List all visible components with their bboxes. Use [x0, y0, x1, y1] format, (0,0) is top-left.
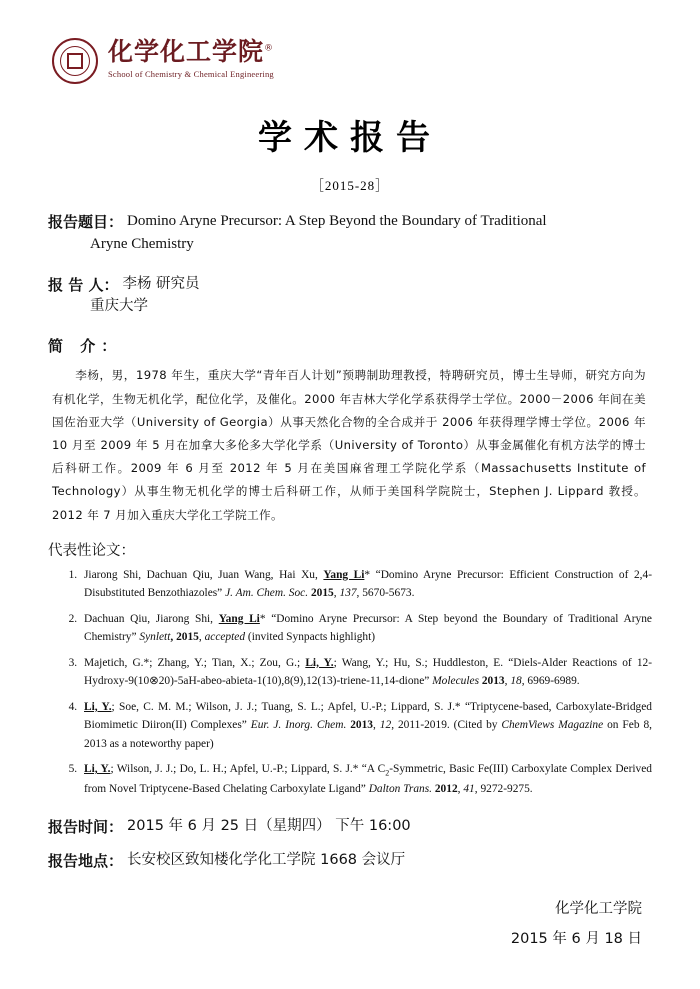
- university-seal-icon: [52, 38, 98, 84]
- topic-value-line2: Aryne Chemistry: [90, 236, 194, 253]
- speaker-affiliation: 重庆大学: [90, 297, 148, 314]
- school-logo: [52, 38, 652, 84]
- publication-item: 4. Li, Y.; Soe, C. M. M.; Wilson, J. J.; Tuang, S. L.; Apfel, U.-P.; Lippard, S. J.* “Triptycene-based, Carboxylate-Bridged Biomimetic Diiron(II) Complexes” Eur. J. Inorg. Chem. 2013, 12, 2011-2019. (Cited by ChemViews Magazine on Feb 8, 2013 as a noteworthy paper): [80, 698, 652, 753]
- signature-block: [48, 894, 652, 955]
- field-place: [48, 849, 652, 871]
- signature-date: 2015 年 6 月 18 日: [510, 931, 642, 948]
- publication-item: 5. Li, Y.; Wilson, J. J.; Do, L. H.; Apfel, U.-P.; Lippard, S. J.* “A $C_2$-Symmetric, Basic Fe(III) Carboxylate Complex Derived from Novel Triptycene-Based Chelating Carboxylate Ligand” Dalton Trans. 2012, 41, 9272-9275.: [80, 760, 652, 799]
- place-label: 报告地点：: [48, 852, 124, 871]
- page-title: 学术报告: [258, 118, 442, 158]
- logo-text-block: [108, 38, 274, 79]
- speaker-label: 报 告 人：: [48, 275, 119, 294]
- place-value: 长安校区致知楼化学化工学院 1668 会议厅: [127, 852, 406, 869]
- event-details: [48, 815, 652, 872]
- publication-item: 3. Majetich, G.*; Zhang, Y.; Tian, X.; Zou, G.; Li, Y.; Wang, Y.; Hu, S.; Huddleston, E. “Diels-Alder Reactions of 12-Hydroxy-9(10⊗20)-5aH-abeo-abieta-1(10),8(9),12(13)-triene-11,14-dione” Molecules 2013, 18, 6969-6989.: [80, 654, 652, 691]
- logo-chinese-name: 化学化工学院®: [108, 37, 275, 66]
- topic-label: 报告题目：: [48, 213, 124, 231]
- signature-org: 化学化工学院: [555, 900, 642, 917]
- publications-heading: 代表性论文：: [48, 542, 135, 559]
- field-topic: [48, 210, 652, 233]
- publication-item: 2. Dachuan Qiu, Jiarong Shi, Yang Li* “Domino Aryne Precursor: A Step beyond the Boundary of Traditional Aryne Chemistry” Synlett, 2015, accepted (invited Synpacts highlight): [80, 610, 652, 647]
- speaker-bio: 李杨，男，1978 年生，重庆大学“青年百人计划”预聘制助理教授，特聘研究员，博士生导师，研究方向为有机化学，生物无机化学，配位化学，及催化。2000 年吉林大学化学系获得学士学位。2000－2006 年间在美国佐治亚大学（University of Georgia）从事天然化合物的全合成并于 2006 年获得理学博士学位。2006 年 10 月至 2009 年 5 月在加拿大多伦多大学化学系（University of Toronto）从事金属催化有机方法学的博士后科研工作。2009 年 6 月至 2012 年 5 月在美国麻省理工学院化学系（Massachusetts Institute of Technology）从事生物无机化学的博士后科研工作，从师于美国科学院院士，Stephen J. Lippard 教授。2012 年 7 月加入重庆大学化工学院工作。: [52, 368, 646, 522]
- logo-english-name: School of Chemistry & Chemical Engineering: [108, 68, 274, 79]
- topic-value: Domino Aryne Precursor: A Step Beyond the Boundary of Traditional: [127, 213, 547, 229]
- publication-item: 1. Jiarong Shi, Dachuan Qiu, Juan Wang, Hai Xu, Yang Li* “Domino Aryne Precursor: Efficient Construction of 2,4-Disubstituted Benzothiazoles” J. Am. Chem. Soc. 2015, 137, 5670-5673.: [80, 566, 652, 603]
- publications-list: [48, 566, 652, 799]
- logo-registered-mark: ®: [264, 43, 275, 54]
- field-time: [48, 815, 652, 837]
- field-speaker: [48, 273, 652, 295]
- speaker-name: 李杨 研究员: [122, 275, 200, 292]
- time-value: 2015 年 6 月 25 日（星期四） 下午 16:00: [127, 817, 411, 834]
- time-label: 报告时间：: [48, 817, 124, 836]
- document-number: ［2015-28］: [310, 178, 390, 193]
- bio-label: 简 介：: [48, 337, 123, 356]
